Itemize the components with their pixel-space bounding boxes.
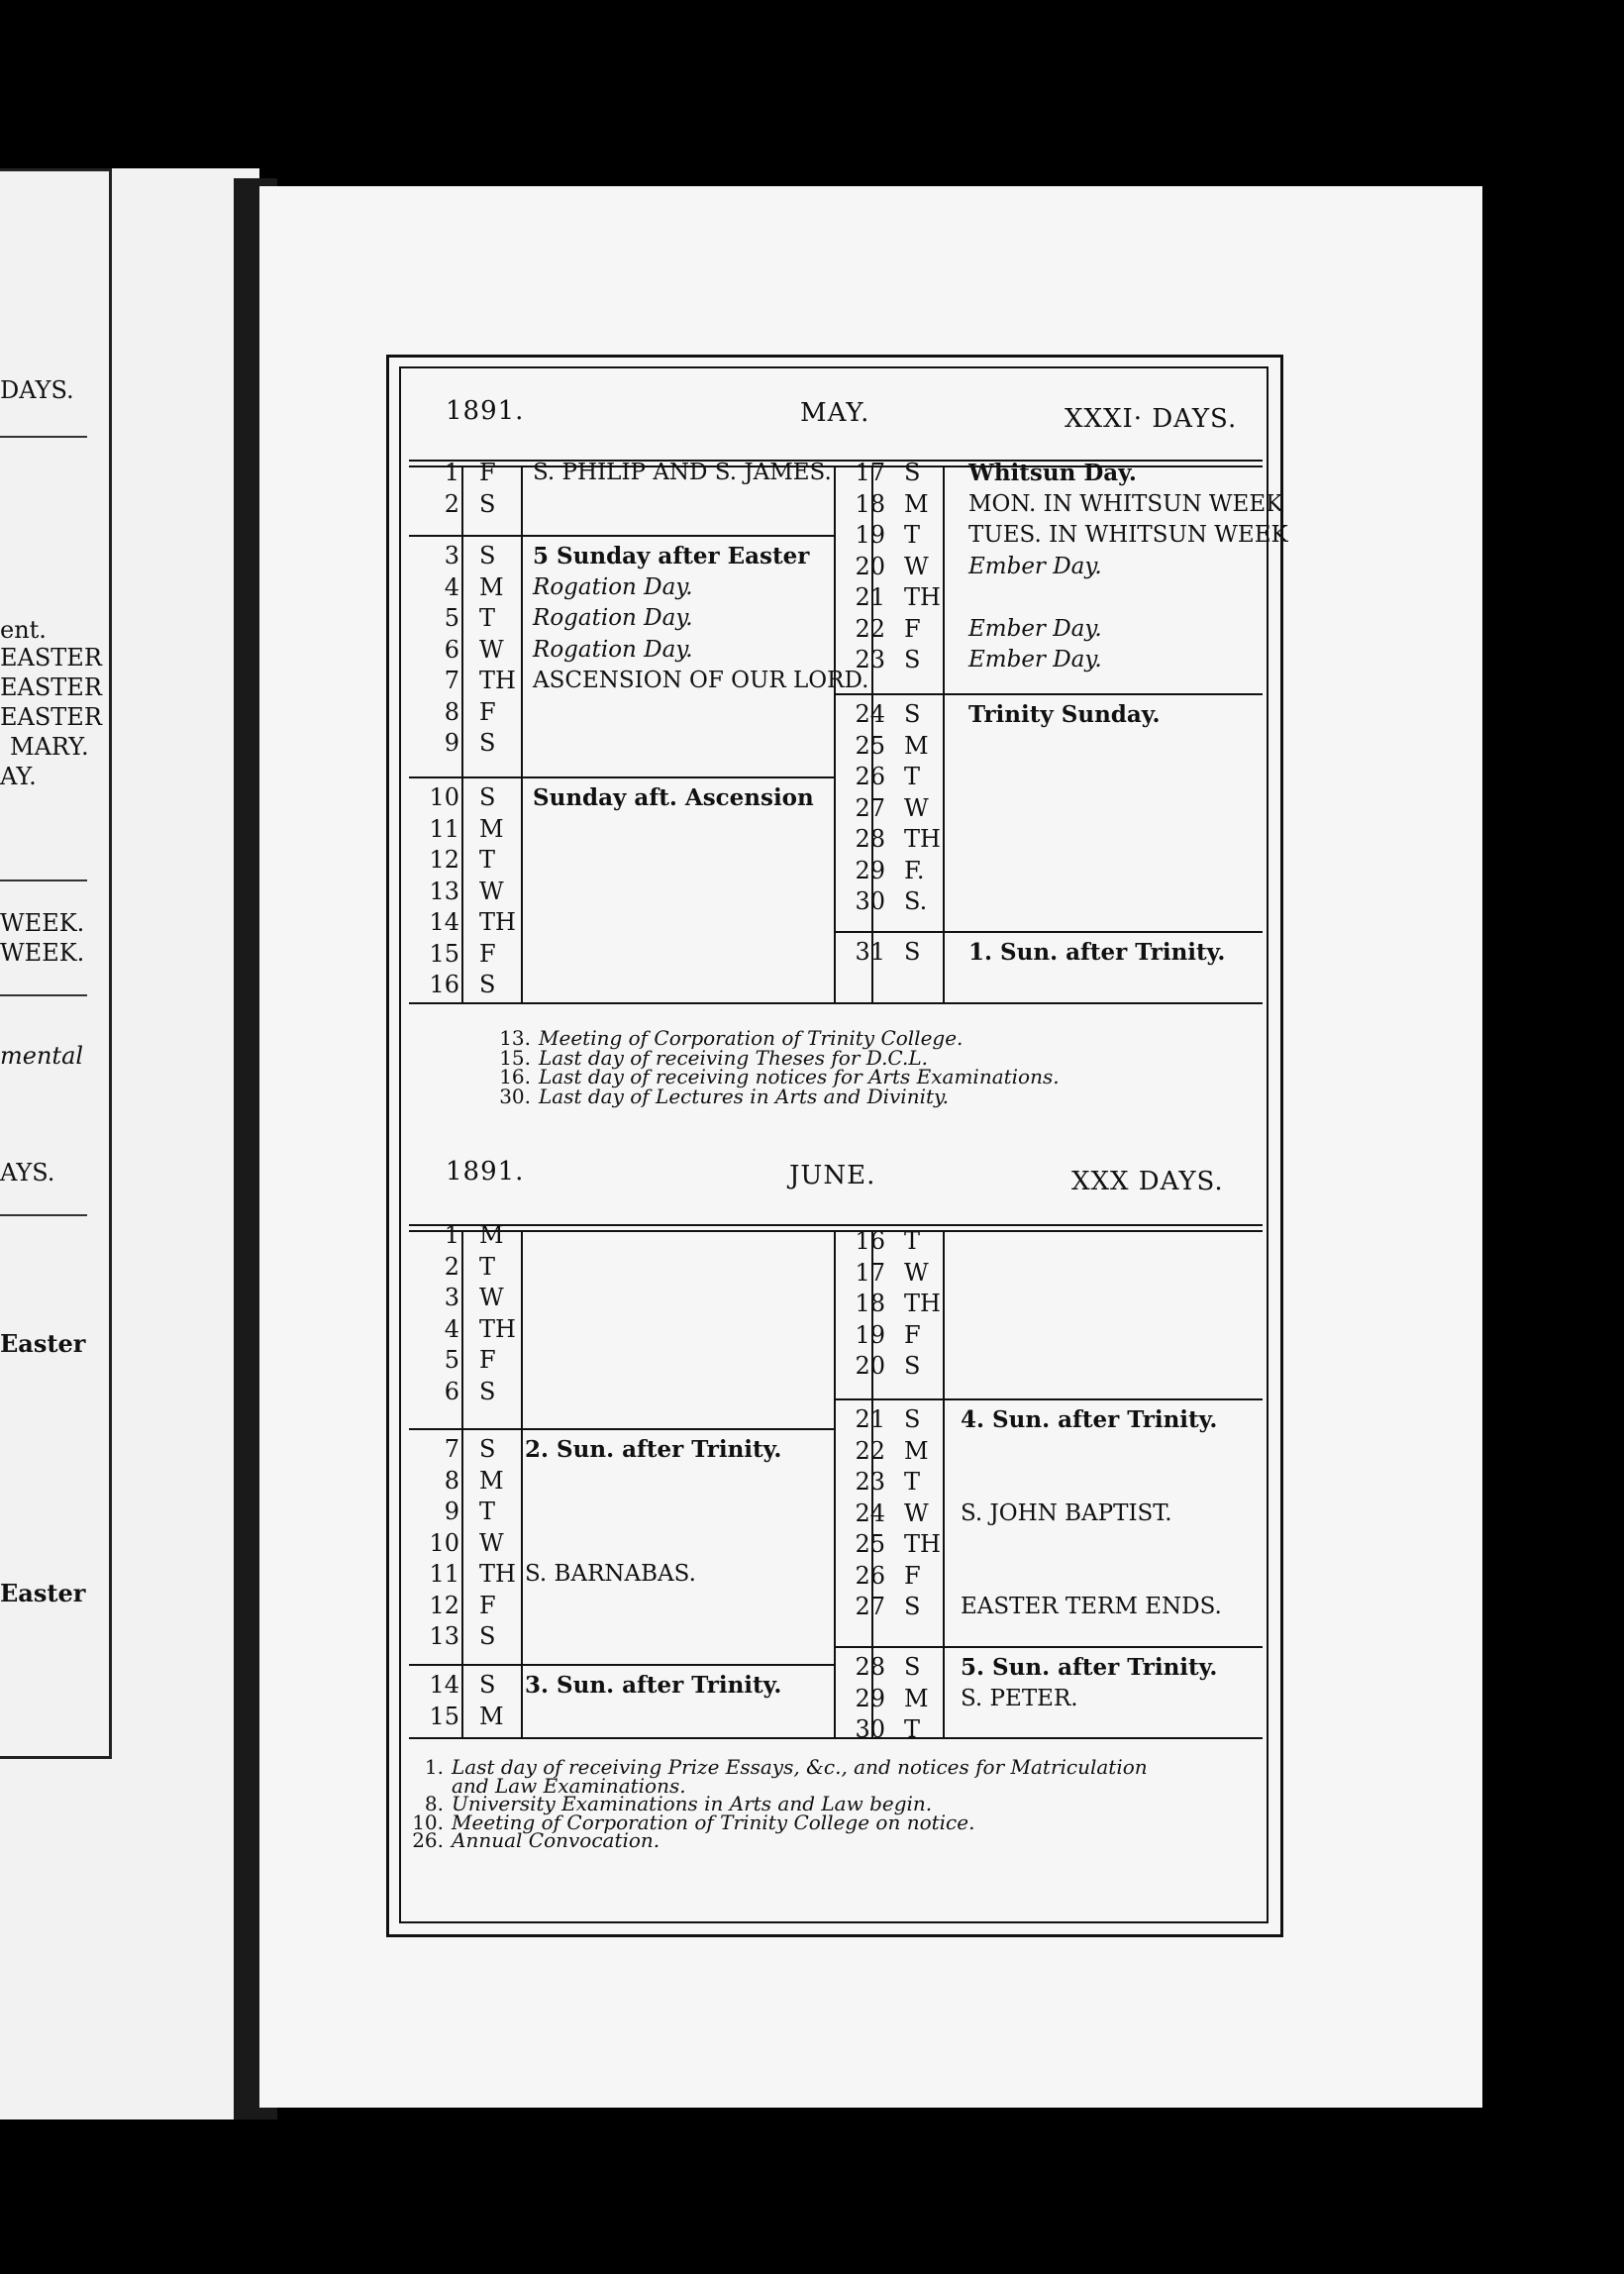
may-observance: Rogation Day. (533, 636, 693, 663)
may-note-number: 30. (499, 1084, 531, 1108)
may-weekday: M (479, 572, 504, 601)
may-observance: Ember Day. (968, 615, 1102, 642)
may-weekday: M (904, 489, 929, 518)
may-day-number: 3 (444, 542, 459, 569)
may-day-number: 25 (855, 731, 885, 760)
june-days-label: XXX DAYS. (1071, 1167, 1224, 1196)
may-month-title: MAY. (800, 398, 870, 428)
may-day-number: 18 (855, 489, 885, 518)
june-day-number: 7 (444, 1435, 459, 1463)
left-page-rule (0, 879, 87, 881)
june-weekday: S (904, 1405, 921, 1433)
june-weekday: M (479, 1221, 504, 1249)
june-weekday: F (479, 1591, 496, 1619)
may-weekday: F (479, 459, 496, 486)
may-weekday: S (479, 542, 496, 569)
left-page-rule (0, 1214, 87, 1216)
june-weekday: M (904, 1436, 929, 1465)
may-weekday: F (479, 939, 496, 968)
june-weekday: M (479, 1466, 504, 1495)
may-weekday: S (479, 971, 496, 998)
may-weekday: F. (904, 856, 925, 884)
june-weekday: S (479, 1671, 496, 1699)
left-page-rule (0, 436, 87, 438)
may-observance: Trinity Sunday. (968, 701, 1161, 728)
june-weekday: S (479, 1435, 496, 1463)
june-weekday: T (904, 1715, 921, 1743)
may-week-rule (834, 693, 1263, 695)
may-weekday: TH (904, 583, 941, 611)
may-day-number: 19 (855, 521, 885, 549)
left-page-fragment: ent. (0, 616, 47, 644)
left-page-fragment: AYS. (0, 1159, 55, 1187)
june-weekday: TH (904, 1530, 941, 1558)
may-day-number: 6 (444, 635, 459, 664)
may-day-number: 31 (855, 938, 885, 966)
may-week-rule (409, 535, 834, 537)
may-day-number: 5 (444, 604, 459, 632)
may-column-rule (521, 465, 523, 1002)
may-day-number: 20 (855, 552, 885, 580)
may-day-number: 24 (855, 700, 885, 728)
june-weekday: T (479, 1498, 496, 1525)
june-note-number: 8. (424, 1792, 444, 1815)
june-day-number: 8 (444, 1466, 459, 1495)
left-page-fragment: EASTER (0, 673, 102, 701)
may-day-number: 16 (429, 971, 459, 998)
may-weekday: S (479, 783, 496, 811)
may-column-rule (834, 465, 836, 1002)
june-note-number: 1. (424, 1755, 444, 1779)
june-day-number: 16 (855, 1227, 885, 1255)
june-weekday: T (479, 1252, 496, 1281)
june-day-number: 20 (855, 1352, 885, 1380)
june-observance: EASTER TERM ENDS. (961, 1594, 1222, 1619)
june-day-number: 12 (429, 1591, 459, 1619)
may-day-number: 8 (444, 697, 459, 726)
may-weekday: T (479, 604, 496, 632)
may-day-number: 23 (855, 646, 885, 673)
may-note-text: Last day of receiving Theses for D.C.L. (539, 1045, 929, 1070)
may-day-number: 15 (429, 939, 459, 968)
june-week-rule (834, 1646, 1263, 1648)
june-column-rule (834, 1230, 836, 1737)
may-weekday: M (904, 731, 929, 760)
may-weekday: W (904, 793, 929, 822)
left-page-fragment: AY. (0, 763, 37, 790)
may-day-number: 30 (855, 887, 885, 915)
may-observance: S. PHILIP AND S. JAMES. (533, 460, 832, 485)
june-weekday: S (904, 1352, 921, 1380)
may-observance: Ember Day. (968, 647, 1102, 672)
may-day-number: 11 (429, 814, 459, 843)
may-observance: TUES. IN WHITSUN WEEK (968, 522, 1288, 548)
june-column-rule (461, 1230, 463, 1737)
june-observance: 2. Sun. after Trinity. (525, 1436, 782, 1463)
may-weekday: TH (904, 825, 941, 853)
may-day-number: 28 (855, 825, 885, 853)
june-day-number: 10 (429, 1528, 459, 1557)
june-note-number: 26. (412, 1828, 444, 1852)
left-page-fragment: Easter (0, 1329, 86, 1358)
june-note-text: and Law Examinations. (452, 1773, 686, 1798)
may-days-label: XXXI· DAYS. (1065, 404, 1238, 434)
may-weekday: S (904, 646, 921, 673)
june-note-text: Last day of receiving Prize Essays, &c., and notices for Matriculation (452, 1755, 1148, 1779)
june-note (406, 1828, 660, 1852)
may-day-number: 4 (444, 572, 459, 601)
may-column-rule (461, 465, 463, 1002)
june-day-number: 19 (855, 1320, 885, 1349)
left-page-rule (0, 994, 87, 996)
june-observance: S. JOHN BAPTIST. (961, 1499, 1172, 1526)
may-weekday: TH (479, 667, 516, 694)
june-day-number: 24 (855, 1499, 885, 1527)
may-day-number: 27 (855, 793, 885, 822)
may-observance: ASCENSION OF OUR LORD. (533, 668, 869, 693)
may-day-number: 2 (444, 489, 459, 518)
may-day-number: 22 (855, 614, 885, 643)
june-note-number: 10. (412, 1809, 444, 1834)
may-note-text: Last day of receiving notices for Arts Examinations. (539, 1065, 1060, 1088)
june-weekday: W (904, 1258, 929, 1287)
may-week-rule (409, 776, 834, 778)
may-weekday: W (479, 877, 504, 905)
may-observance: Rogation Day. (533, 573, 693, 600)
june-weekday: F (904, 1320, 921, 1349)
left-page-fragment: EASTER (0, 644, 102, 672)
june-top-rule (409, 1224, 1263, 1226)
june-weekday: S (904, 1653, 921, 1681)
left-page-fragment: MARY. (10, 733, 89, 761)
june-weekday: S (904, 1593, 921, 1620)
june-weekday: S (479, 1622, 496, 1650)
may-weekday: T (904, 521, 921, 549)
june-note-text: University Examinations in Arts and Law begin. (452, 1792, 933, 1815)
may-day-number: 13 (429, 877, 459, 905)
may-note-text: Meeting of Corporation of Trinity College. (539, 1026, 964, 1050)
june-day-number: 28 (855, 1653, 885, 1681)
june-note-text: Meeting of Corporation of Trinity College on notice. (452, 1809, 975, 1834)
june-day-number: 3 (444, 1284, 459, 1311)
june-weekday: F (479, 1346, 496, 1374)
june-year: 1891. (446, 1157, 525, 1187)
may-note-number: 13. (499, 1026, 531, 1050)
may-weekday: S (904, 459, 921, 486)
may-weekday: T (479, 846, 496, 874)
may-weekday: T (904, 763, 921, 790)
june-weekday: M (479, 1702, 504, 1730)
june-day-number: 9 (444, 1498, 459, 1525)
may-observance: 5 Sunday after Easter (533, 543, 810, 569)
may-observance: MON. IN WHITSUN WEEK (968, 490, 1283, 517)
may-note-text: Last day of Lectures in Arts and Divinity. (539, 1084, 950, 1108)
may-year: 1891. (446, 396, 525, 426)
june-weekday: T (904, 1468, 921, 1496)
may-weekday: F (479, 697, 496, 726)
june-day-number: 25 (855, 1530, 885, 1558)
june-day-number: 1 (444, 1221, 459, 1249)
june-week-rule (409, 1428, 834, 1430)
may-weekday: S (479, 489, 496, 518)
june-day-number: 26 (855, 1561, 885, 1590)
left-page-fragment: WEEK. (0, 939, 85, 967)
june-observance: S. BARNABAS. (525, 1561, 696, 1587)
june-week-rule (834, 1398, 1263, 1400)
may-note-number: 16. (499, 1065, 531, 1088)
may-weekday: S (904, 700, 921, 728)
june-weekday: TH (904, 1290, 941, 1317)
june-bottom-rule (409, 1737, 1263, 1739)
may-day-number: 10 (429, 783, 459, 811)
may-bottom-rule (409, 1002, 1263, 1004)
may-day-number: 14 (429, 908, 459, 936)
may-day-number: 7 (444, 667, 459, 694)
may-weekday: F (904, 614, 921, 643)
june-day-number: 6 (444, 1377, 459, 1405)
june-day-number: 5 (444, 1346, 459, 1374)
may-day-number: 21 (855, 583, 885, 611)
june-weekday: F (904, 1561, 921, 1590)
may-observance: Sunday aft. Ascension (533, 784, 814, 811)
june-weekday: T (904, 1227, 921, 1255)
june-week-rule (409, 1664, 834, 1666)
may-weekday: S (904, 938, 921, 966)
june-weekday: W (904, 1499, 929, 1527)
may-weekday: W (479, 635, 504, 664)
june-day-number: 11 (429, 1560, 459, 1588)
june-day-number: 14 (429, 1671, 459, 1699)
may-weekday: S. (904, 887, 928, 915)
may-weekday: W (904, 552, 929, 580)
left-page-fragment: EASTER (0, 703, 102, 731)
may-observance: Rogation Day. (533, 605, 693, 631)
left-page-fragment: mental (0, 1042, 84, 1070)
june-day-number: 27 (855, 1593, 885, 1620)
june-day-number: 21 (855, 1405, 885, 1433)
may-weekday: M (479, 814, 504, 843)
june-day-number: 13 (429, 1622, 459, 1650)
may-weekday: S (479, 729, 496, 757)
may-day-number: 1 (444, 459, 459, 486)
june-weekday: M (904, 1684, 929, 1712)
may-observance: Whitsun Day. (968, 460, 1137, 486)
june-weekday: S (479, 1377, 496, 1405)
may-observance: Ember Day. (968, 553, 1102, 579)
june-observance: 3. Sun. after Trinity. (525, 1672, 782, 1699)
left-page-fragment: Easter (0, 1579, 86, 1607)
june-day-number: 29 (855, 1684, 885, 1712)
june-day-number: 2 (444, 1252, 459, 1281)
june-day-number: 15 (429, 1702, 459, 1730)
june-column-rule (521, 1230, 523, 1737)
may-weekday: TH (479, 908, 516, 936)
june-weekday: W (479, 1284, 504, 1311)
june-observance: S. PETER. (961, 1685, 1078, 1711)
may-note-number: 15. (499, 1045, 531, 1070)
june-day-number: 30 (855, 1715, 885, 1743)
may-day-number: 17 (855, 459, 885, 486)
may-week-rule (834, 931, 1263, 933)
june-day-number: 4 (444, 1314, 459, 1343)
june-day-number: 23 (855, 1468, 885, 1496)
june-weekday: TH (479, 1560, 516, 1588)
june-day-number: 18 (855, 1290, 885, 1317)
june-weekday: W (479, 1528, 504, 1557)
left-page-fragment: DAYS. (0, 376, 74, 404)
may-day-number: 12 (429, 846, 459, 874)
may-day-number: 26 (855, 763, 885, 790)
left-page-fragment: WEEK. (0, 909, 85, 937)
may-day-number: 9 (444, 729, 459, 757)
may-note (493, 1085, 949, 1108)
may-observance: 1. Sun. after Trinity. (968, 939, 1226, 966)
june-observance: 5. Sun. after Trinity. (961, 1654, 1218, 1681)
june-day-number: 17 (855, 1258, 885, 1287)
june-day-number: 22 (855, 1436, 885, 1465)
june-month-title: JUNE. (789, 1161, 876, 1190)
june-top-rule-2 (409, 1230, 1263, 1232)
june-weekday: TH (479, 1314, 516, 1343)
june-note-text: Annual Convocation. (452, 1828, 660, 1852)
june-observance: 4. Sun. after Trinity. (961, 1406, 1218, 1433)
may-day-number: 29 (855, 856, 885, 884)
